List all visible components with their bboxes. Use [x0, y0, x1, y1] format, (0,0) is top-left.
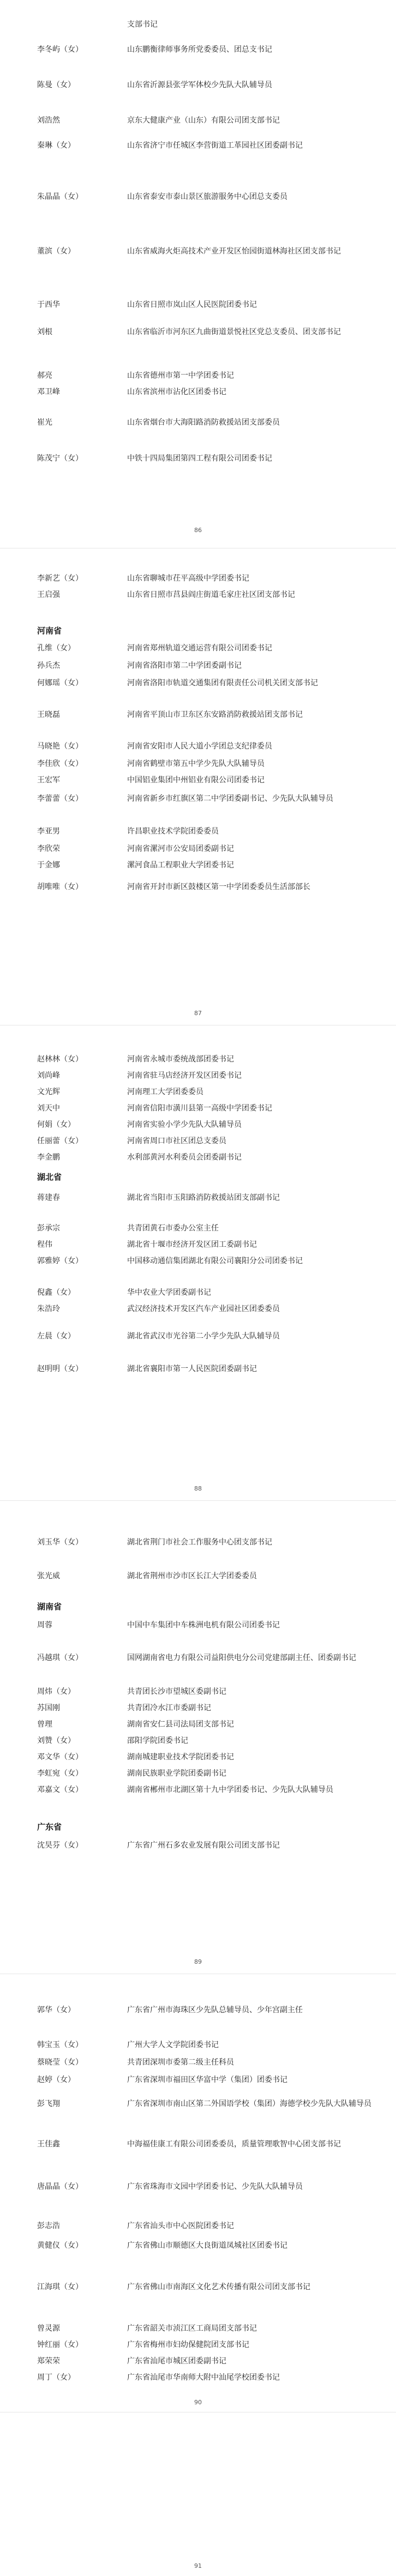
person-name: 李亚男 — [37, 827, 60, 836]
person-position: 河南省新乡市红旗区第二中学团委副书记、少先队大队辅导员 — [127, 794, 333, 803]
person-name: 王宏军 — [37, 776, 60, 785]
person-position: 山东省威海火炬高技术产业开发区怡园街道林海社区团支部书记 — [127, 247, 341, 256]
person-position: 河南省实验小学少先队大队辅导员 — [127, 1120, 242, 1129]
person-name: 蔡晓莹（女） — [37, 2058, 83, 2067]
page-number: 90 — [194, 2399, 202, 2406]
person-name: 朱浩玲 — [37, 1305, 60, 1313]
person-name: 朱晶晶（女） — [37, 192, 83, 201]
person-position: 广东省广州石多农业发展有限公司团支部书记 — [127, 1841, 280, 1850]
person-position: 邵阳学院团委书记 — [127, 1736, 188, 1745]
person-position: 河南省漯河市公安局团委副书记 — [127, 844, 234, 853]
person-name: 文光辉 — [37, 1088, 60, 1096]
person-position: 山东省滨州市沾化区团委书记 — [127, 388, 226, 396]
person-position: 湖北省当阳市玉阳路消防救援站团支部副书记 — [127, 1193, 280, 1202]
person-position: 广东省汕尾市城区团委副书记 — [127, 2357, 226, 2366]
province-heading: 广东省 — [37, 1822, 62, 1832]
person-position: 广东省深圳市南山区第二外国语学校（集团）海德学校少先队大队辅导员 — [127, 2100, 371, 2108]
person-position: 广东省深圳市福田区华富中学（集团）团委书记 — [127, 2076, 287, 2084]
person-position: 水利部黄河水利委员会团委副书记 — [127, 1153, 242, 1162]
person-name: 李佳欣（女） — [37, 759, 83, 768]
person-position: 支部书记 — [127, 20, 158, 29]
person-position: 山东省日照市岚山区人民医院团委书记 — [127, 300, 257, 309]
person-name: 周蓉 — [37, 1621, 52, 1630]
person-name: 李蕾蕾（女） — [37, 794, 83, 803]
person-name: 李冬屿（女） — [37, 45, 83, 54]
person-position: 广东省汕尾市华南师大附中汕尾学校团委书记 — [127, 2373, 280, 2382]
person-position: 共青团深圳市委第二级主任科员 — [127, 2058, 234, 2067]
page-divider — [0, 1500, 396, 1501]
person-position: 山东省沂源县张学军体校少先队大队辅导员 — [127, 81, 272, 89]
person-position: 湖南民族职业学院团委副书记 — [127, 1769, 226, 1778]
person-position: 广东省汕头市中心医院团委书记 — [127, 2222, 234, 2230]
person-name: 邓嘉文（女） — [37, 1785, 83, 1794]
person-name: 孔维（女） — [37, 644, 75, 653]
person-name: 黄健仪（女） — [37, 2241, 83, 2250]
person-position: 山东省泰安市泰山景区旅游服务中心团总支委员 — [127, 192, 287, 201]
person-name: 于西华 — [37, 300, 60, 309]
person-name: 周炜（女） — [37, 1687, 75, 1696]
person-name: 刘玉华（女） — [37, 1538, 83, 1547]
person-position: 河南省信阳市潢川县第一高级中学团委书记 — [127, 1104, 272, 1113]
person-name: 郭华（女） — [37, 2006, 75, 2014]
person-position: 河南省开封市新区鼓楼区第一中学团委委员生活部部长 — [127, 883, 310, 891]
person-position: 湖北省襄阳市第一人民医院团委副书记 — [127, 1365, 257, 1373]
person-position: 京东大健康产业（山东）有限公司团支部书记 — [127, 116, 280, 125]
person-position: 共青团黄石市委办公室主任 — [127, 1224, 219, 1233]
person-name: 冯越琪（女） — [37, 1654, 83, 1662]
person-position: 湖北省荆州市沙市区长江大学团委委员 — [127, 1572, 257, 1580]
person-name: 苏国刚 — [37, 1704, 60, 1712]
person-position: 国网湖南省电力有限公司益阳供电分公司党建部副主任、团委副书记 — [127, 1654, 356, 1662]
person-name: 陈曼（女） — [37, 81, 75, 89]
person-position: 河南省周口市社区团总支委员 — [127, 1137, 226, 1145]
person-name: 郑荣荣 — [37, 2357, 60, 2366]
person-name: 邓文华（女） — [37, 1753, 83, 1761]
person-position: 河南省永城市委统战部团委书记 — [127, 1055, 234, 1064]
person-name: 张光威 — [37, 1572, 60, 1580]
person-name: 刘浩然 — [37, 116, 60, 125]
person-name: 赵明明（女） — [37, 1365, 83, 1373]
person-position: 湖南省安仁县司法局团支部书记 — [127, 1720, 234, 1729]
person-position: 山东省临沂市河东区九曲街道景悦社区党总支委员、团支部书记 — [127, 328, 341, 336]
page-number: 88 — [194, 1485, 202, 1492]
person-position: 广东省广州市海珠区少先队总辅导员、少年宫副主任 — [127, 2006, 303, 2014]
person-position: 湖北省荆门市社会工作服务中心团支部书记 — [127, 1538, 272, 1547]
person-name: 刘天中 — [37, 1104, 60, 1113]
person-name: 曾灵源 — [37, 2324, 60, 2333]
person-name: 李金鹏 — [37, 1153, 60, 1162]
person-name: 曾理 — [37, 1720, 52, 1729]
person-position: 中国中车集团中车株洲电机有限公司团委书记 — [127, 1621, 280, 1630]
person-position: 河南理工大学团委委员 — [127, 1088, 203, 1096]
person-position: 广东省韶关市浈江区工商局团支部书记 — [127, 2324, 257, 2333]
person-position: 山东省聊城市茌平高级中学团委书记 — [127, 574, 249, 583]
person-position: 漯河食品工程职业大学团委书记 — [127, 861, 234, 870]
person-name: 何娜瑶（女） — [37, 679, 83, 687]
person-position: 许昌职业技术学院团委委员 — [127, 827, 219, 836]
person-position: 河南省驻马店经济开发区团委书记 — [127, 1071, 242, 1080]
person-position: 湖南城建职业技术学院团委书记 — [127, 1753, 234, 1761]
person-position: 中铁十四局集团第四工程有限公司团委书记 — [127, 454, 272, 463]
person-name: 秦琳（女） — [37, 141, 75, 150]
person-name: 李欣荣 — [37, 844, 60, 853]
person-position: 湖北省武汉市光谷第二小学少先队大队辅导员 — [127, 1332, 280, 1341]
person-position: 河南省鹤壁市第五中学少先队大队辅导员 — [127, 759, 265, 768]
person-name: 郭雅婷（女） — [37, 1257, 83, 1265]
page-number: 89 — [194, 1958, 202, 1965]
person-name: 郝亮 — [37, 371, 52, 380]
person-name: 韩宝玉（女） — [37, 2041, 83, 2049]
person-position: 山东省济宁市任城区李营街道工革园社区团委副书记 — [127, 141, 303, 150]
page-number: 87 — [194, 1010, 202, 1017]
person-position: 山东省烟台市大海阳路消防救援站团支部委员 — [127, 418, 280, 427]
person-position: 共青团冷水江市委副书记 — [127, 1704, 211, 1712]
person-name: 彭承宗 — [37, 1224, 60, 1233]
person-position: 湖南省郴州市北湖区第十九中学团委书记、少先队大队辅导员 — [127, 1785, 333, 1794]
person-position: 河南省洛阳市轨道交通集团有限责任公司机关团支部书记 — [127, 679, 318, 687]
person-name: 于金娜 — [37, 861, 60, 870]
person-name: 王佳鑫 — [37, 2140, 60, 2149]
person-name: 江海琪（女） — [37, 2283, 83, 2291]
person-name: 周丁（女） — [37, 2373, 75, 2382]
person-name: 任丽蕾（女） — [37, 1137, 83, 1145]
person-position: 湖北省十堰市经济开发区团工委副书记 — [127, 1240, 257, 1249]
person-name: 孙兵杰 — [37, 661, 60, 670]
person-name: 李新艺（女） — [37, 574, 83, 583]
page-number: 91 — [194, 2562, 202, 2569]
person-position: 华中农业大学团委副书记 — [127, 1288, 211, 1297]
person-name: 沈昊芬（女） — [37, 1841, 83, 1850]
person-name: 何娟（女） — [37, 1120, 75, 1129]
province-heading: 河南省 — [37, 626, 62, 636]
person-name: 刘根 — [37, 328, 52, 336]
person-position: 中海福佳康工有限公司团委委员，质量管理歌智中心团支部书记 — [127, 2140, 341, 2149]
person-name: 刘赞（女） — [37, 1736, 75, 1745]
person-position: 河南省郑州轨道交通运营有限公司团委书记 — [127, 644, 272, 653]
person-name: 邓卫峰 — [37, 388, 60, 396]
person-name: 董滨（女） — [37, 247, 75, 256]
person-position: 中国铝业集团中州铝业有限公司团委书记 — [127, 776, 265, 785]
person-position: 共青团长沙市望城区委副书记 — [127, 1687, 226, 1696]
person-position: 广东省珠海市文园中学团委书记、少先队大队辅导员 — [127, 2182, 303, 2191]
person-name: 程伟 — [37, 1240, 52, 1249]
person-position: 广东省佛山市顺德区大良街道凤城社区团委书记 — [127, 2241, 287, 2250]
person-position: 广东省梅州市妇幼保健院团支部书记 — [127, 2340, 249, 2349]
person-name: 钟红丽（女） — [37, 2340, 83, 2349]
person-position: 山东省德州市第一中学团委书记 — [127, 371, 234, 380]
person-position: 山东省日照市莒县阎庄街道毛家庄社区团支部书记 — [127, 590, 295, 599]
person-position: 武汉经济技术开发区汽车产业园社区团委委员 — [127, 1305, 280, 1313]
person-name: 李虹宛（女） — [37, 1769, 83, 1778]
province-heading: 湖南省 — [37, 1602, 62, 1612]
person-name: 蒋建春 — [37, 1193, 60, 1202]
person-name: 王晓磊 — [37, 710, 60, 719]
page-number: 86 — [194, 527, 202, 534]
person-position: 河南省洛阳市第二中学团委副书记 — [127, 661, 242, 670]
person-name: 王启强 — [37, 590, 60, 599]
person-name: 赵婷（女） — [37, 2076, 75, 2084]
person-position: 广州大学人文学院团委书记 — [127, 2041, 219, 2049]
person-name: 唐晶晶（女） — [37, 2182, 83, 2191]
person-position: 中国移动通信集团湖北有限公司襄阳分公司团委书记 — [127, 1257, 303, 1265]
document-page-86 — [0, 0, 396, 548]
person-name: 倪鑫（女） — [37, 1288, 75, 1297]
person-position: 山东鹏衡律师事务所党委委员、团总支书记 — [127, 45, 272, 54]
person-position: 河南省平顶山市卫东区东安路消防救援站团支部书记 — [127, 710, 303, 719]
person-position: 河南省安阳市人民大道小学团总支纪律委员 — [127, 742, 272, 751]
province-heading: 湖北省 — [37, 1172, 62, 1182]
person-name: 彭志浩 — [37, 2222, 60, 2230]
person-name: 陈茂宁（女） — [37, 454, 83, 463]
person-name: 左晨（女） — [37, 1332, 75, 1341]
person-name: 胡唯唯（女） — [37, 883, 83, 891]
person-name: 彭飞翔 — [37, 2100, 60, 2108]
person-name: 崔光 — [37, 418, 52, 427]
person-name: 马晓艳（女） — [37, 742, 83, 751]
person-position: 广东省佛山市南海区文化艺术传播有限公司团支部书记 — [127, 2283, 310, 2291]
person-name: 赵林林（女） — [37, 1055, 83, 1064]
person-name: 刘尚峰 — [37, 1071, 60, 1080]
